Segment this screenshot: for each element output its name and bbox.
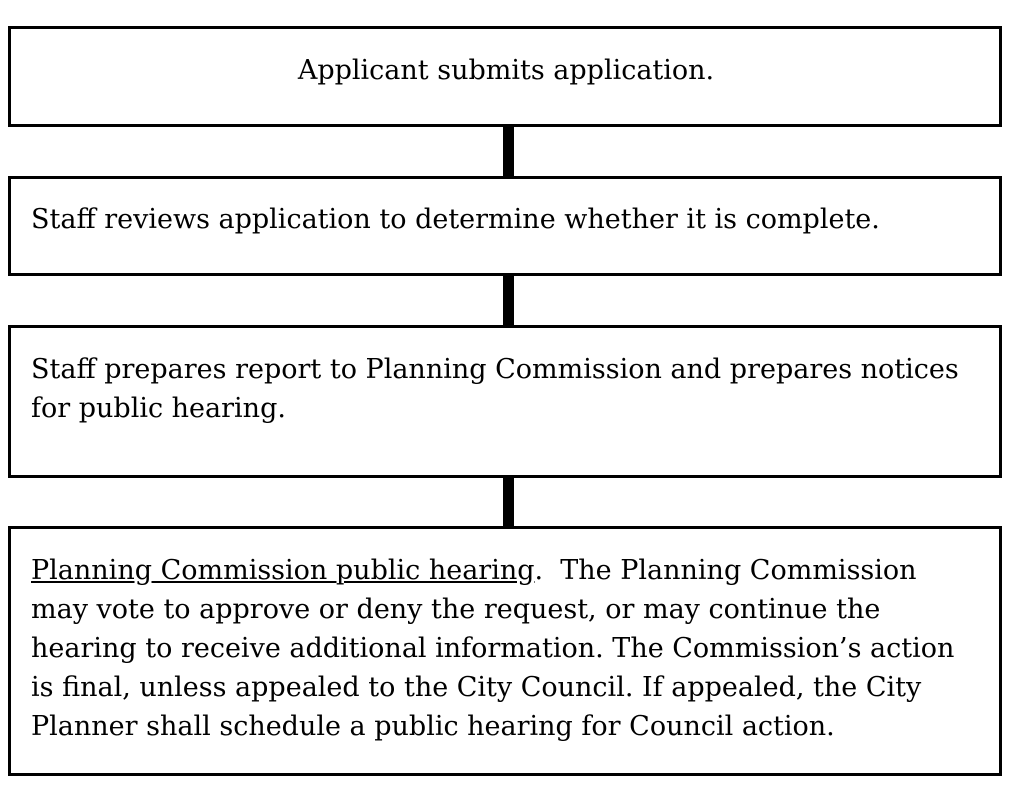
step-4-content (11, 529, 999, 746)
step-2-box (8, 176, 1002, 276)
step-1-text: Applicant submits application. (297, 55, 715, 86)
step-4-heading: Planning Commission public hearing (31, 555, 535, 586)
step-4-box (8, 526, 1002, 776)
step-1-box (8, 26, 1002, 127)
step-3-text: Staff prepares report to Planning Commission and prepares notices for public hearing. (31, 354, 959, 424)
step-4-heading-suffix: . (534, 555, 544, 586)
connector-2-3 (503, 274, 514, 327)
step-2-text: Staff reviews application to determine whether it is complete. (31, 204, 880, 235)
connector-1-2 (503, 125, 514, 178)
step-3-box (8, 325, 1002, 478)
step-4-text: The Planning Commission may vote to approve or deny the request, or may continue the hearing to receive additional information. The Commission’s action is final, unless appealed to the City Council. If appealed, the City Planner shall schedule a public hearing for Council action. (31, 555, 955, 742)
connector-3-4 (503, 476, 514, 528)
